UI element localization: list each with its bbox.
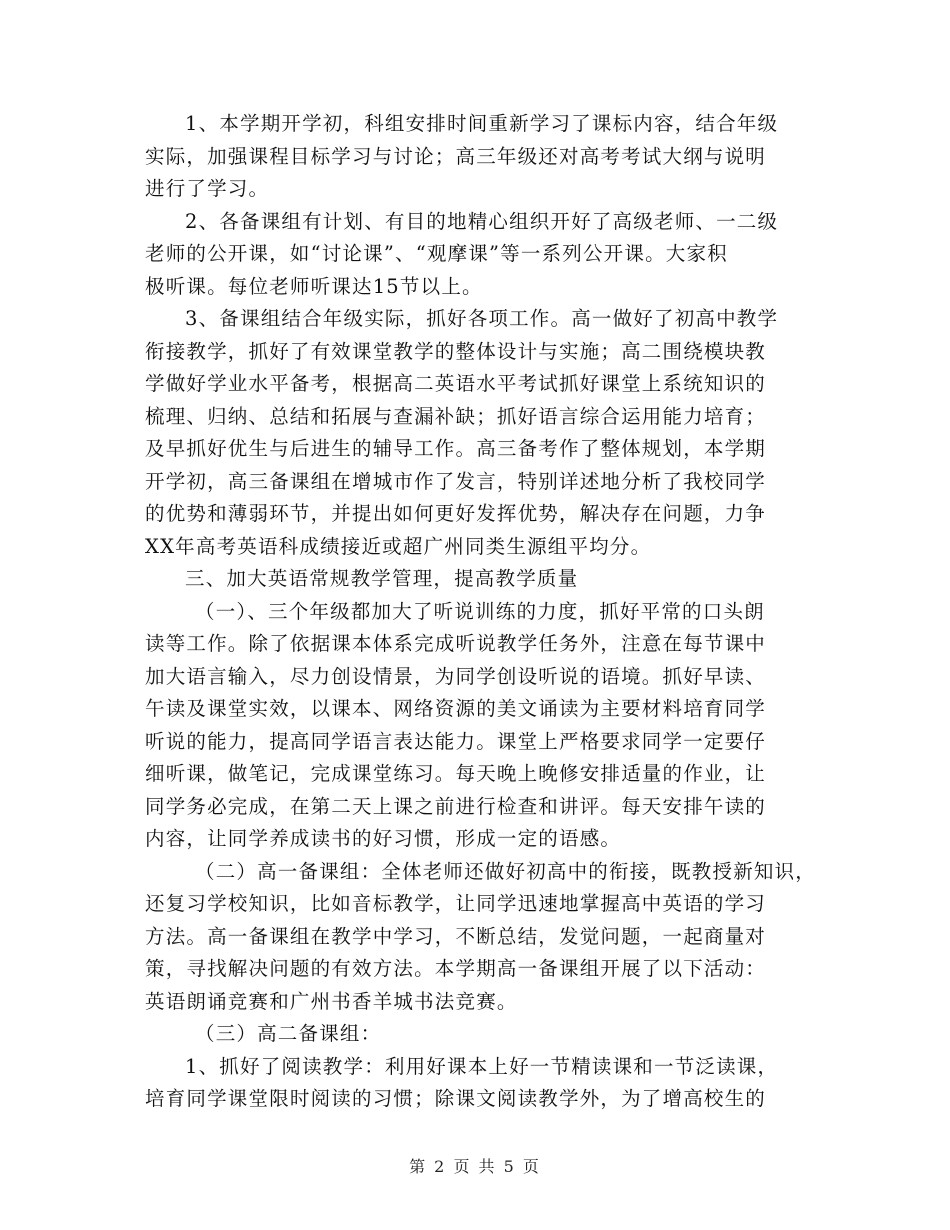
- paragraph-line: 策，寻找解决问题的有效方法。本学期高一备课组开展了以下活动：: [145, 957, 767, 980]
- paragraph-line: 老师的公开课，如“讨论课”、“观摩课”等一系列公开课。大家积: [145, 242, 728, 265]
- paragraph-line: 细听课，做笔记，完成课堂练习。每天晚上晚修安排适量的作业，让: [145, 762, 767, 785]
- paragraph-line: 及早抓好优生与后进生的辅导工作。高三备考作了整体规划，本学期: [145, 437, 767, 460]
- paragraph-line: 2、各备课组有计划、有目的地精心组织开好了高级老师、一二级: [185, 209, 779, 233]
- paragraph-line: 同学务必完成，在第二天上课之前进行检查和讲评。每天安排午读的: [145, 794, 767, 818]
- subsection-heading: （三）高二备课组：: [195, 1022, 382, 1045]
- paragraph-line: 方法。高一备课组在教学中学习，不断总结，发觉问题，一起商量对: [145, 924, 767, 948]
- paragraph-line: 衔接教学，抓好了有效课堂教学的整体设计与实施；高二围绕模块教: [145, 339, 767, 363]
- paragraph-line: （二）高一备课组：全体老师还做好初高中的衔接，既教授新知识，: [195, 859, 817, 883]
- body-text: [145, 108, 825, 1116]
- page-footer: 第 2 页 共 5 页: [409, 1157, 541, 1176]
- paragraph-line: 极听课。每位老师听课达15节以上。: [145, 274, 483, 298]
- paragraph-line: 实际，加强课程目标学习与讨论；高三年级还对高考考试大纲与说明: [145, 144, 767, 168]
- paragraph-line: 听说的能力，提高同学语言表达能力。课堂上严格要求同学一定要仔: [145, 729, 767, 753]
- paragraph-line: 英语朗诵竞赛和广州书香羊城书法竞赛。: [145, 989, 518, 1013]
- paragraph-line: 读等工作。除了依据课本体系完成听说教学任务外，注意在每节课中: [145, 632, 767, 655]
- paragraph-line: 3、备课组结合年级实际，抓好各项工作。高一做好了初高中教学: [185, 307, 779, 330]
- paragraph-line: XX年高考英语科成绩接近或超广州同类生源组平均分。: [145, 534, 652, 558]
- paragraph-line: 梳理、归纳、总结和拓展与查漏补缺；抓好语言综合运用能力培育；: [145, 404, 767, 428]
- section-heading: 三、加大英语常规教学管理，提高教学质量: [185, 567, 579, 590]
- paragraph-line: 午读及课堂实效，以课本、网络资源的美文诵读为主要材料培育同学: [145, 697, 767, 720]
- paragraph-line: 1、抓好了阅读教学：利用好课本上好一节精读课和一节泛读课，: [185, 1054, 779, 1078]
- paragraph-line: 的优势和薄弱环节，并提出如何更好发挥优势，解决存在问题，力争: [145, 502, 767, 525]
- paragraph-line: 学做好学业水平备考，根据高二英语水平考试抓好课堂上系统知识的: [145, 372, 767, 395]
- paragraph-line: 1、本学期开学初，科组安排时间重新学习了课标内容，结合年级: [185, 112, 779, 135]
- paragraph-line: 进行了学习。: [145, 177, 270, 200]
- paragraph-line: 内容，让同学养成读书的好习惯，形成一定的语感。: [145, 827, 622, 850]
- paragraph-line: 培育同学课堂限时阅读的习惯；除课文阅读教学外，为了增高校生的: [145, 1087, 767, 1110]
- paragraph-line: 还复习学校知识，比如音标教学，让同学迅速地掌握高中英语的学习: [145, 892, 767, 915]
- paragraph-line: 开学初，高三备课组在增城市作了发言，特别详述地分析了我校同学: [145, 469, 767, 493]
- paragraph-line: 加大语言输入，尽力创设情景，为同学创设听说的语境。抓好早读、: [145, 664, 767, 688]
- paragraph-line: （一）、三个年级都加大了听说训练的力度，抓好平常的口头朗: [195, 599, 765, 623]
